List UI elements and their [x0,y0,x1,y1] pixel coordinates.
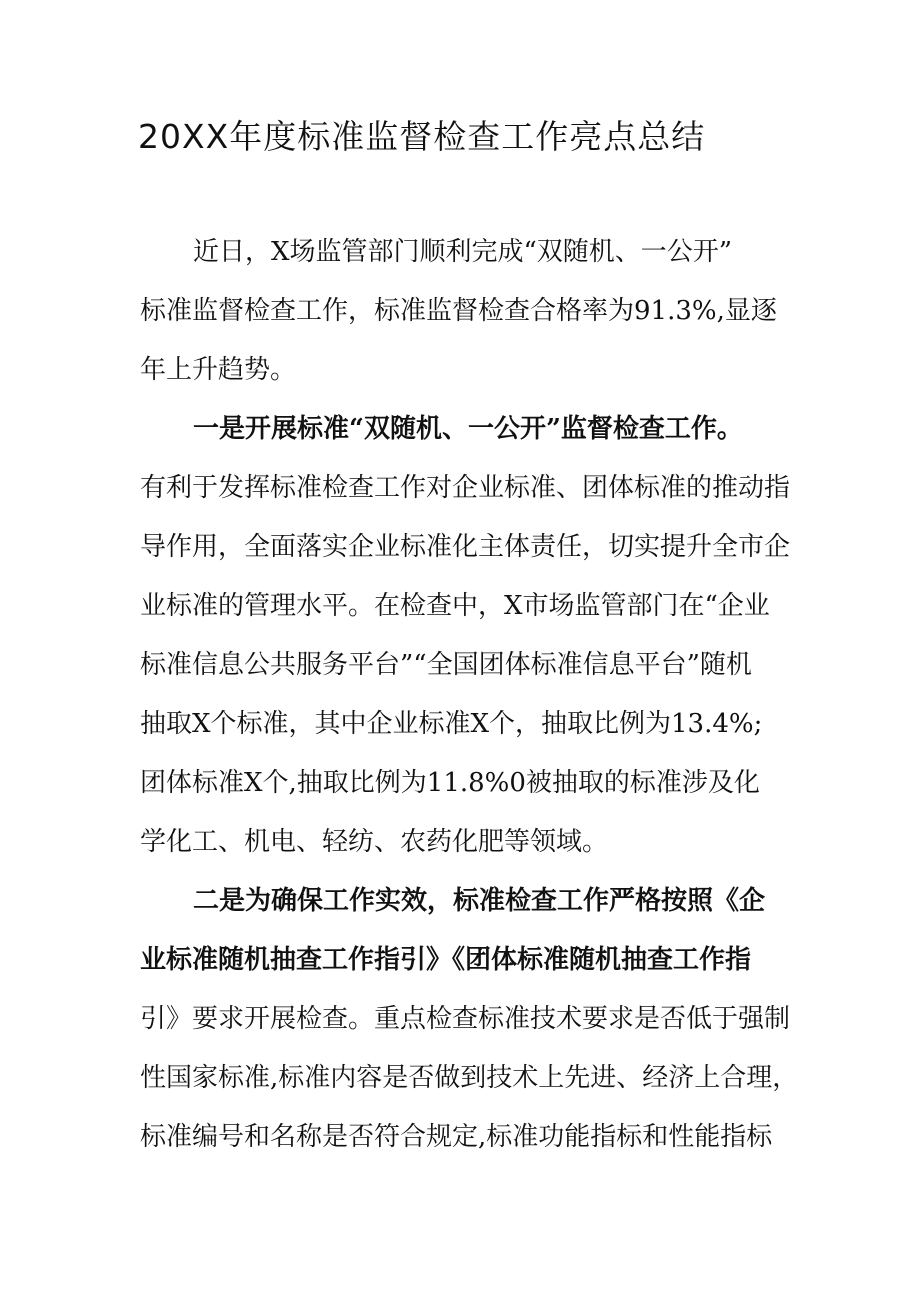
section-heading-two-continued: 业标准随机抽查工作指引》《团体标准随机抽查工作指 [140,945,752,975]
text-line: 团体标准X个,抽取比例为11.8%0被抽取的标准涉及化 [140,768,760,798]
text-line: 标准监督检查工作，标准监督检查合格率为91.3%,显逐 [140,296,777,326]
document-body [140,223,799,1167]
text-line: 有利于发挥标准检查工作对企业标准、团体标准的推动指 [140,473,791,503]
text-line: 标准信息公共服务平台”“全国团体标准信息平台”随机 [140,650,752,680]
text-line: 抽取X个标准，其中企业标准X个，抽取比例为13.4%; [140,709,763,739]
paragraph-intro [140,223,780,400]
text-line: 业标准的管理水平。在检查中，X市场监管部门在“企业 [140,591,770,621]
paragraph-point-two [140,872,799,1167]
document-title: 20XX年度标准监督检查工作亮点总结 [138,117,706,156]
text-line: 性国家标准,标准内容是否做到技术上先进、经济上合理， [140,1063,799,1093]
text-line: 导作用，全面落实企业标准化主体责任，切实提升全市企 [140,532,791,562]
paragraph-point-one [140,400,791,872]
section-heading-one: 一是开展标准“双随机、一公开”监督检查工作。 [193,414,743,444]
text-line: 年上升趋势。 [140,355,297,385]
text-line: 引》要求开展检查。重点检查标准技术要求是否低于强制 [140,1004,791,1034]
text-line: 标准编号和名称是否符合规定,标准功能指标和性能指标 [140,1122,773,1152]
section-heading-two: 二是为确保工作实效，标准检查工作严格按照《企 [193,886,766,916]
text-line: 学化工、机电、轻纺、农药化肥等领域。 [140,827,609,857]
text-line: 近日，X场监管部门顺利完成“双随机、一公开” [193,237,733,267]
